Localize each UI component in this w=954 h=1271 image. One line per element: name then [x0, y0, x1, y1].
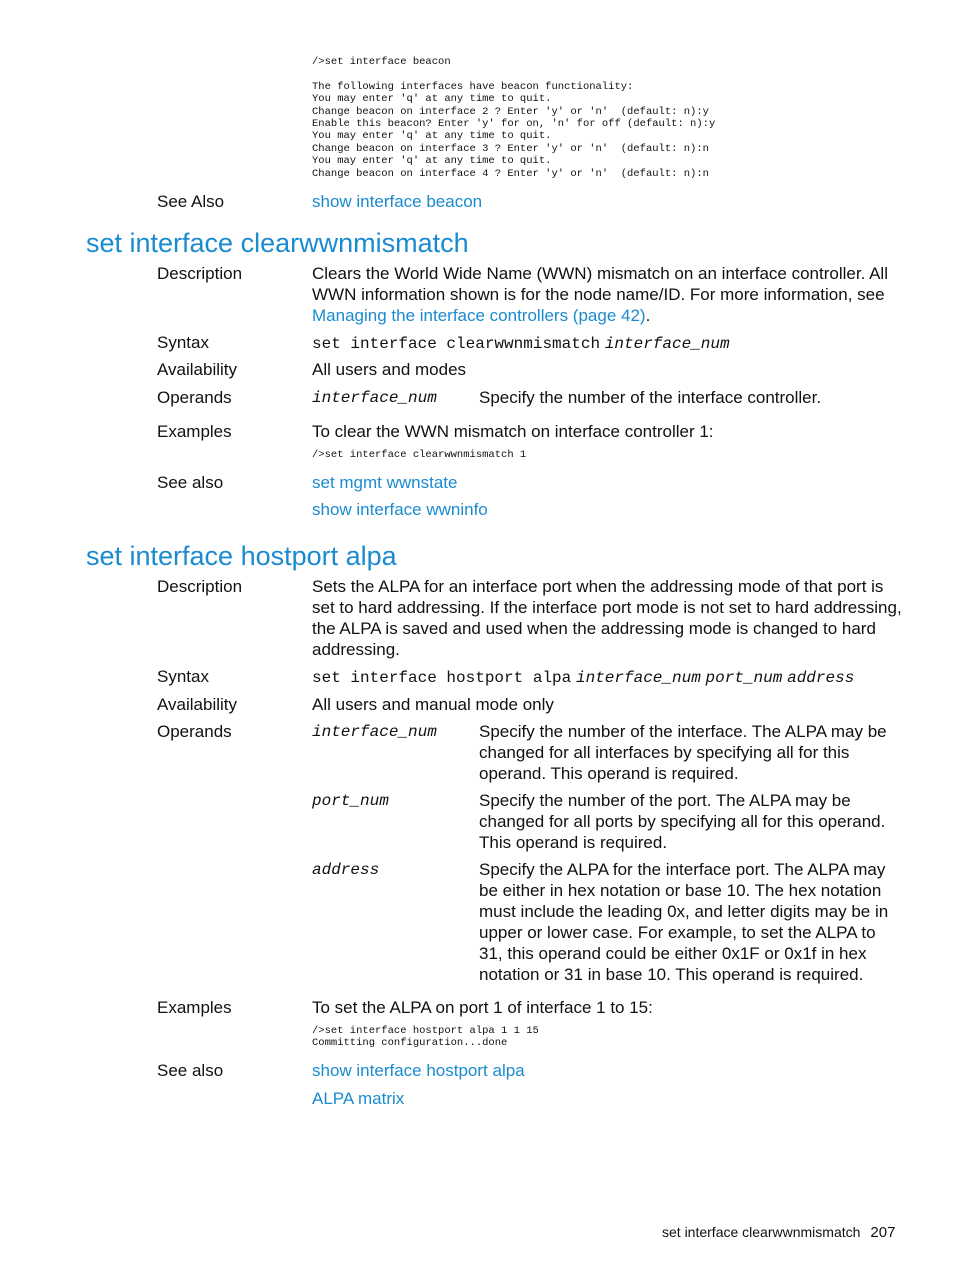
see-also-label: See also	[157, 473, 224, 492]
examples-text: To set the ALPA on port 1 of interface 1 to 15:	[312, 998, 653, 1017]
link-alpa-matrix[interactable]: ALPA matrix	[312, 1089, 405, 1108]
see-also-link-1	[312, 472, 902, 493]
syntax-label: Syntax	[157, 667, 209, 686]
see-also-links	[312, 191, 902, 212]
page-number: 207	[870, 1224, 896, 1241]
operand-desc: Specify the number of the interface controller.	[479, 388, 822, 407]
operands-label: Operands	[157, 388, 232, 407]
operand-desc-port-num: Specify the number of the port. The ALPA may be changed for all ports by specifying all for this operand. This operand is required.	[479, 791, 886, 852]
description-text	[312, 263, 902, 326]
availability-label: Availability	[157, 695, 238, 714]
operand-name-interface-num: interface_num	[312, 723, 437, 741]
beacon-example-code: />set interface beacon The following interfaces have beacon functionality: You may enter 'q' at any time to quit. Change beacon on interface 2 ? Enter 'y' or 'n' (default: n):y Enable this beacon? Enter 'y' for on, 'n' for off (default: n):y You may enter 'q' at any time to quit. Change beacon on interface 3 ? Enter 'y' or 'n' (default: n):n You may enter 'q' at any time to quit. Change beacon on interface 4 ? Enter 'y' or 'n' (default: n):n	[312, 56, 716, 180]
see-also-label: See also	[157, 1061, 224, 1080]
syntax-line	[312, 332, 902, 355]
availability-text: All users and modes	[312, 360, 467, 379]
link-show-interface-beacon[interactable]: show interface beacon	[312, 192, 483, 211]
syntax-command: set interface hostport alpa	[312, 669, 572, 687]
syntax-arg-port-num: port_num	[705, 669, 783, 687]
see-also-link-1	[312, 1060, 902, 1081]
syntax-arg-interface-num: interface_num	[575, 669, 701, 687]
link-show-interface-wwninfo[interactable]: show interface wwninfo	[312, 500, 488, 519]
see-also-link-2	[312, 1088, 902, 1109]
section-title-hostport-alpa: set interface hostport alpa	[86, 541, 397, 571]
syntax-arg-address: address	[787, 669, 855, 687]
description-text: Sets the ALPA for an interface port when the addressing mode of that port is set to hard addressing. If the interface port mode is not set to hard addressing, the ALPA is saved and used when the addressing mode is changed to hard addressing.	[312, 577, 902, 659]
availability-text: All users and manual mode only	[312, 695, 554, 714]
see-also-label: See Also	[157, 192, 225, 211]
description-label: Description	[157, 577, 243, 596]
link-show-interface-hostport-alpa[interactable]: show interface hostport alpa	[312, 1061, 525, 1080]
section-title-clearwwnmismatch: set interface clearwwnmismatch	[86, 228, 469, 258]
running-title: set interface clearwwnmismatch	[662, 1224, 861, 1240]
description-body: Clears the World Wide Name (WWN) mismatch on an interface controller. All WWN information shown is for the node name/ID. For more information, see	[312, 264, 888, 304]
syntax-arg: interface_num	[604, 335, 730, 353]
operand-desc-interface-num: Specify the number of the interface. The ALPA may be changed for all interfaces by specifying all for this operand. This operand is required.	[479, 722, 887, 783]
operand-desc-address: Specify the ALPA for the interface port. The ALPA may be either in hex notation or base 10. The hex notation must include the leading 0x, and letter digits may be in upper or lower case. For example, to set the ALPA to 31, this operand could be either 0x1F or 0x1f in hex notation or 31 in base 10. This operand is required.	[479, 860, 889, 984]
operands-label: Operands	[157, 722, 232, 741]
description-label: Description	[157, 264, 243, 283]
examples-label: Examples	[157, 998, 232, 1017]
syntax-label: Syntax	[157, 333, 209, 352]
availability-label: Availability	[157, 360, 238, 379]
examples-code: />set interface clearwwnmismatch 1	[312, 449, 527, 461]
operand-name-address: address	[312, 861, 380, 879]
page-footer	[662, 1223, 895, 1242]
description-end: .	[645, 306, 651, 325]
operand-name-port-num: port_num	[312, 792, 389, 810]
syntax-command: set interface clearwwnmismatch	[312, 335, 601, 353]
syntax-line	[312, 666, 902, 689]
operand-name: interface_num	[312, 389, 437, 407]
examples-code: />set interface hostport alpa 1 1 15 Committing configuration...done	[312, 1025, 539, 1050]
examples-text: To clear the WWN mismatch on interface controller 1:	[312, 422, 714, 441]
link-managing-interface-controllers[interactable]: Managing the interface controllers (page 42)	[312, 306, 646, 325]
see-also-link-2	[312, 499, 902, 520]
examples-label: Examples	[157, 422, 232, 441]
link-set-mgmt-wwnstate[interactable]: set mgmt wwnstate	[312, 473, 458, 492]
